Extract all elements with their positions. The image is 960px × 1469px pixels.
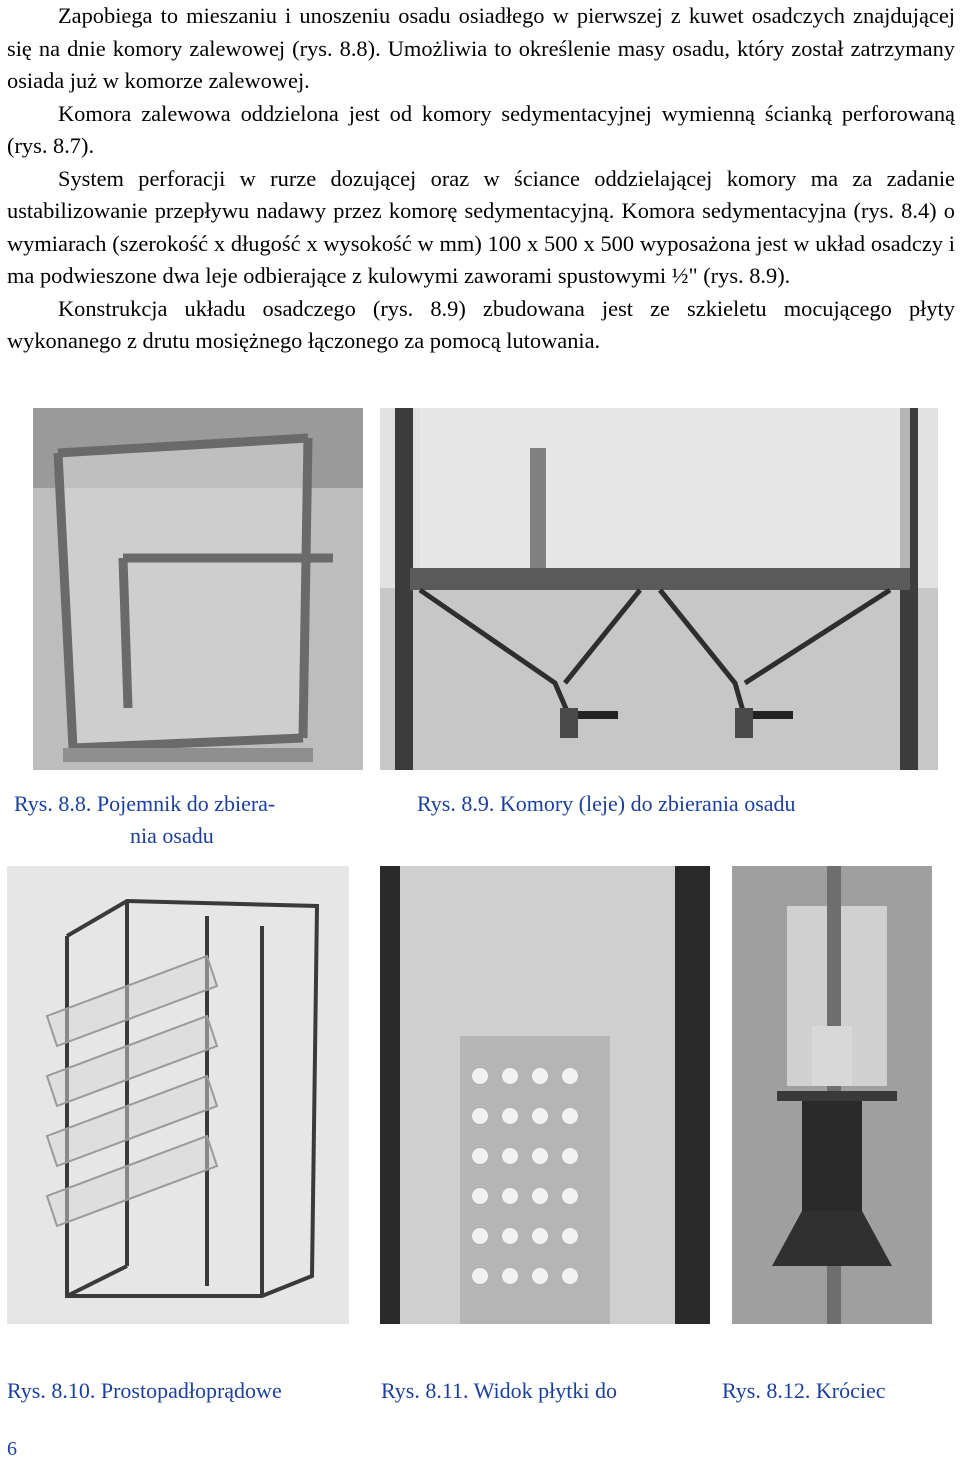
page-number: 6 [7,1438,17,1460]
paragraph-3: System perforacji w rurze dozującej oraz w ściance oddzielającej komory ma za zadanie ustabilizowanie przepływu nadawy przez komorę sedymentacyjną. Komora sedymentacyjna (rys. 8.4) o wymiarach (szerokość x długość x wysokość w mm) 100 x 500 x 500 wyposażona jest w układ osadczy i ma podwieszone dwa leje odbierające z kulowymi zaworami spustowymi ½" (rys. 8.9). [7,165,955,288]
caption-fig-8-8-line2: nia osadu [130,823,214,848]
photo-hoppers [380,408,938,770]
caption-fig-8-9: Rys. 8.9. Komory (leje) do zbierania osadu [417,791,796,816]
photo-crossflow-frame [7,866,349,1324]
caption-fig-8-8 [14,788,364,852]
photo-nozzle [732,866,932,1324]
hoppers-image [380,408,938,770]
body-text [7,0,955,358]
perforated-plate-image [380,866,710,1324]
nozzle-image [732,866,932,1324]
caption-fig-8-10: Rys. 8.10. Prostopadłoprądowe [7,1378,282,1403]
caption-fig-8-11: Rys. 8.11. Widok płytki do [381,1378,617,1403]
caption-fig-8-12: Rys. 8.12. Króciec [722,1378,886,1403]
paragraph-2: Komora zalewowa oddzielona jest od komory sedymentacyjnej wymienną ścianką perforowaną (rys. 8.7). [7,100,955,158]
paragraph-1: Zapobiega to mieszaniu i unoszeniu osadu osiadłego w pierwszej z kuwet osadczych znajdującej się na dnie komory zalewowej (rys. 8.8). Umożliwia to określenie masy osadu, który został zatrzymany osiada już w komorze zalewowej. [7,3,955,93]
crossflow-frame-image [7,866,349,1324]
sediment-container-image [33,408,363,770]
photo-perforated-plate [380,866,710,1324]
photo-sediment-container [33,408,363,770]
caption-fig-8-8-line1: Rys. 8.8. Pojemnik do zbiera- [14,791,276,816]
paragraph-4: Konstrukcja układu osadczego (rys. 8.9) zbudowana jest ze szkieletu mocującego płyty wykonanego z drutu mosiężnego łączonego za pomocą lutowania. [7,295,955,353]
